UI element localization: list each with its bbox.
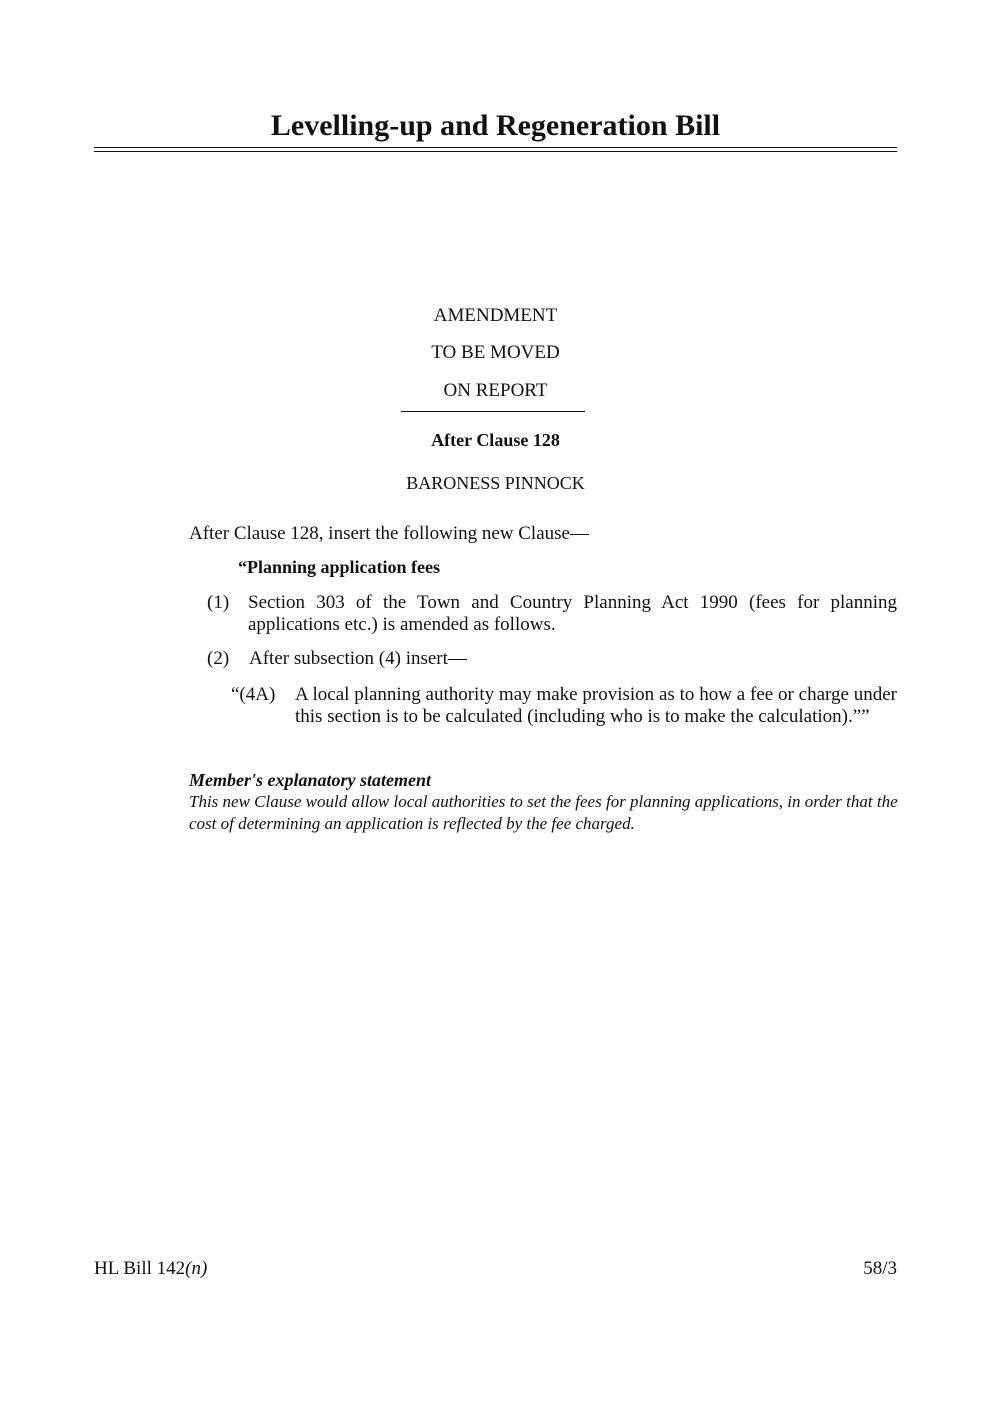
notice-line-amendment: AMENDMENT (433, 305, 558, 326)
notice-line-on-report: ON REPORT (443, 380, 548, 401)
inserted-subsection-text: A local planning authority may make provision as to how a fee or charge under this section is to be calculated (including who is to make the calculation).”” (295, 684, 897, 727)
subsection-number: (1) (207, 592, 230, 613)
explanatory-heading: Member's explanatory statement (189, 770, 431, 790)
new-clause-title: “Planning application fees (238, 557, 441, 577)
bill-ref: HL Bill 142 (94, 1258, 186, 1279)
clause-heading: After Clause 128 (431, 430, 560, 450)
subsection-text: After subsection (4) insert— (249, 648, 467, 669)
subsection-number: (2) (207, 648, 230, 669)
bill-suffix: (n) (185, 1258, 208, 1279)
footer-bill-reference (94, 1257, 207, 1281)
subsection-text: Section 303 of the Town and Country Planning Act 1990 (fees for planning applications etc.) is amended as follows. (248, 592, 897, 635)
title-rule-top (94, 147, 897, 148)
footer-page-reference: 58/3 (863, 1258, 897, 1279)
notice-divider (401, 411, 585, 412)
member-name: BARONESS PINNOCK (406, 473, 585, 493)
amendment-intro: After Clause 128, insert the following new Clause— (189, 523, 589, 544)
bill-title: Levelling-up and Regeneration Bill (270, 109, 721, 142)
explanatory-text: This new Clause would allow local authorities to set the fees for planning applications, in order that the cost of determining an application is reflected by the fee charged. (189, 792, 898, 833)
title-rule-bottom (94, 151, 897, 152)
inserted-subsection-number: “(4A) (231, 684, 276, 705)
notice-line-to-be-moved: TO BE MOVED (431, 342, 560, 363)
